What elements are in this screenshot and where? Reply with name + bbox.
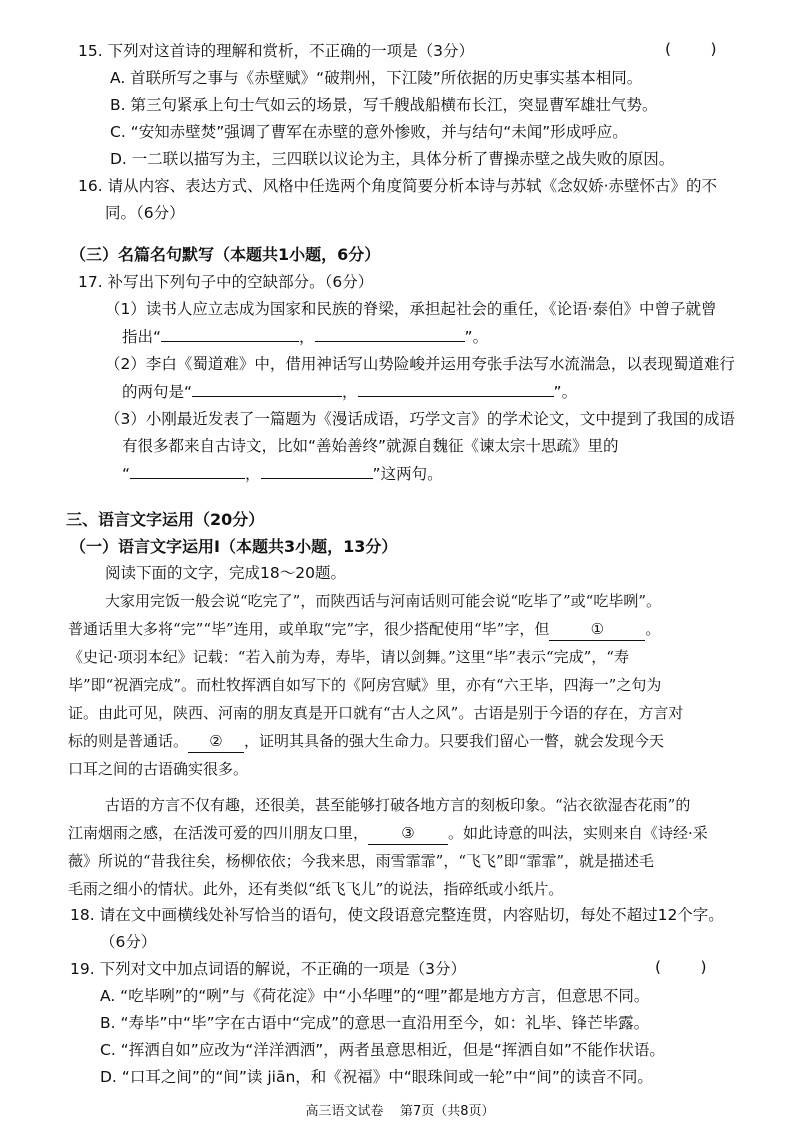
passage-blank-1-end: 。 (645, 620, 661, 638)
q17-item1-mid: ， (299, 328, 315, 346)
section-famous-lines-heading: （三）名篇名句默写（本题共1小题，6分） (70, 245, 381, 264)
passage-p2-line4: 毛雨之细小的情状。此外，还有类似“纸飞飞儿”的说法，指碎纸或小纸片。 (68, 880, 564, 898)
q17-item2-post: ”。 (553, 383, 578, 401)
q15-option-a: A. 首联所写之事与《赤壁赋》“破荆州，下江陵”所依据的历史事实基本相同。 (110, 69, 643, 87)
q17-blank-3[interactable] (192, 380, 342, 397)
q18-line2: （6分） (100, 933, 157, 951)
passage-p1-line3: 《史记·项羽本纪》记载：“若入前为寿，寿毕，请以剑舞。”这里“毕”表示“完成”，“寿 (68, 648, 629, 666)
q15-option-d: D. 一二联以描写为主，三四联以议论为主，具体分析了曹操赤壁之战失败的原因。 (110, 150, 675, 168)
q17-item1-pre: 指出“ (122, 328, 162, 346)
passage-p1-line6-text: 标的则是普通话。 (68, 732, 189, 750)
q15-answer-paren: ( ) (665, 40, 717, 58)
q17-item1-line2 (122, 325, 488, 348)
q19-option-d: D. “口耳之间”的“间”读 jiān，和《祝福》中“眼珠间或一轮”中“间”的读音不同。 (100, 1068, 653, 1086)
q17-item3-post: ”这两句。 (372, 465, 443, 483)
q15-option-c: C. “安知赤壁焚”强调了曹军在赤壁的意外惨败，并与结句“未闻”形成呼应。 (110, 123, 628, 141)
q19-stem: 19. 下列对文中加点词语的解说，不正确的一项是（3分） (70, 960, 466, 978)
q19-option-a: A. “吃毕咧”的“咧”与《荷花淀》中“小华哩”的“哩”都是地方方言，但意思不同。 (100, 987, 650, 1005)
passage-p1-line2-text: 普通话里大多将“完”“毕”连用，或单取“完”字，很少搭配使用“毕”字，但 (68, 620, 550, 638)
q17-item2-line1: （2）李白《蜀道难》中，借用神话写山势险峻并运用夸张手法写水流湍急，以表现蜀道难行 (105, 355, 735, 373)
q19-option-c: C. “挥洒自如”应改为“洋洋洒洒”，两者虽意思相近，但是“挥洒自如”不能作状语。 (100, 1041, 665, 1059)
passage-p1-line1: 大家用完饭一般会说“吃完了”，而陕西话与河南话则可能会说“吃毕了”或“吃毕咧”。 (105, 592, 662, 610)
q15-option-b: B. 第三句紧承上句士气如云的场景，写千艘战船横布长江，突显曹军雄壮气势。 (110, 96, 658, 114)
q19-answer-paren: ( ) (655, 958, 707, 976)
q17-item3-line3 (122, 462, 443, 485)
footer-page-number: 第7页（共8页） (400, 1104, 495, 1119)
passage-blank-3[interactable]: ③ (368, 822, 448, 845)
q17-item1-line1: （1）读书人应立志成为国家和民族的脊梁，承担起社会的重任，《论语·泰伯》中曾子就曾 (105, 300, 717, 318)
q18-line1: 18. 请在文中画横线处补写恰当的语句，使文段语意完整连贯，内容贴切，每处不超过12个字。 (70, 906, 724, 924)
passage-p1-line6 (68, 730, 664, 753)
q17-blank-1[interactable] (161, 325, 299, 342)
passage-p1-line6-rest: ，证明其具备的强大生命力。只要我们留心一瞥，就会发现今天 (244, 732, 665, 750)
passage-p2-line2-rest: 。如此诗意的叫法，实则来自《诗经·采 (448, 824, 708, 842)
passage-p2-line3: 薇》所说的“昔我往矣，杨柳依依；今我来思，雨雪霏霏”，“飞飞”即“霏霏”，就是描述毛 (68, 852, 655, 870)
footer-exam-title: 高三语文试卷 (305, 1104, 384, 1119)
passage-p1-line4: 毕”即“祝酒完成”。而杜牧挥洒自如写下的《阿房宫赋》里，亦有“六王毕，四海一”之句为 (68, 676, 662, 694)
q19-option-b: B. “寿毕”中“毕”字在古语中“完成”的意思一直沿用至今，如：礼毕、锋芒毕露。 (100, 1014, 650, 1032)
q17-item3-line1: （3）小刚最近发表了一篇题为《漫话成语，巧学文言》的学术论文，文中提到了我国的成语 (105, 410, 735, 428)
q17-item3-pre: “ (122, 465, 131, 483)
q16-line2: 同。（6分） (105, 204, 185, 222)
q17-item2-mid: ， (342, 383, 358, 401)
q17-item2-pre: 的两句是“ (122, 383, 193, 401)
q17-item1-post: ”。 (464, 328, 489, 346)
passage-p1-line5: 证。由此可见，陕西、河南的朋友真是开口就有“古人之风”。古语是别于今语的存在，方言对 (68, 704, 684, 722)
q17-item3-line2: 有很多都来自古诗文，比如“善始善终”就源自魏征《谏太宗十思疏》里的 (122, 437, 619, 455)
passage-p2-line2 (68, 822, 708, 845)
passage-blank-1[interactable]: ① (549, 618, 645, 641)
q17-item2-line2 (122, 380, 577, 403)
page-footer (0, 1100, 800, 1119)
q17-stem: 17. 补写出下列句子中的空缺部分。（6分） (78, 273, 374, 291)
part3-instruction: 阅读下面的文字，完成18～20题。 (105, 564, 346, 582)
part3-sub-heading: （一）语言文字运用Ⅰ（本题共3小题，13分） (70, 537, 398, 556)
q17-blank-2[interactable] (315, 325, 465, 342)
q17-item3-mid: ， (245, 465, 261, 483)
passage-p2-line1: 古语的方言不仅有趣，还很美，甚至能够打破各地方言的刻板印象。“沾衣欲湿杏花雨”的 (105, 796, 691, 814)
passage-p1-line2 (68, 618, 660, 641)
q17-blank-6[interactable] (261, 462, 373, 479)
passage-p2-line2-text: 江南烟雨之感，在活泼可爱的四川朋友口里， (68, 824, 369, 842)
q15-stem: 15. 下列对这首诗的理解和赏析，不正确的一项是（3分） (78, 42, 474, 60)
part3-heading: 三、语言文字运用（20分） (66, 510, 265, 529)
q17-blank-4[interactable] (358, 380, 554, 397)
q16-line1: 16. 请从内容、表达方式、风格中任选两个角度简要分析本诗与苏轼《念奴娇·赤壁怀古》的不 (78, 177, 718, 195)
q17-blank-5[interactable] (130, 462, 245, 479)
passage-blank-2[interactable]: ② (188, 730, 244, 753)
passage-p1-line7: 口耳之间的古语确实很多。 (68, 760, 249, 778)
